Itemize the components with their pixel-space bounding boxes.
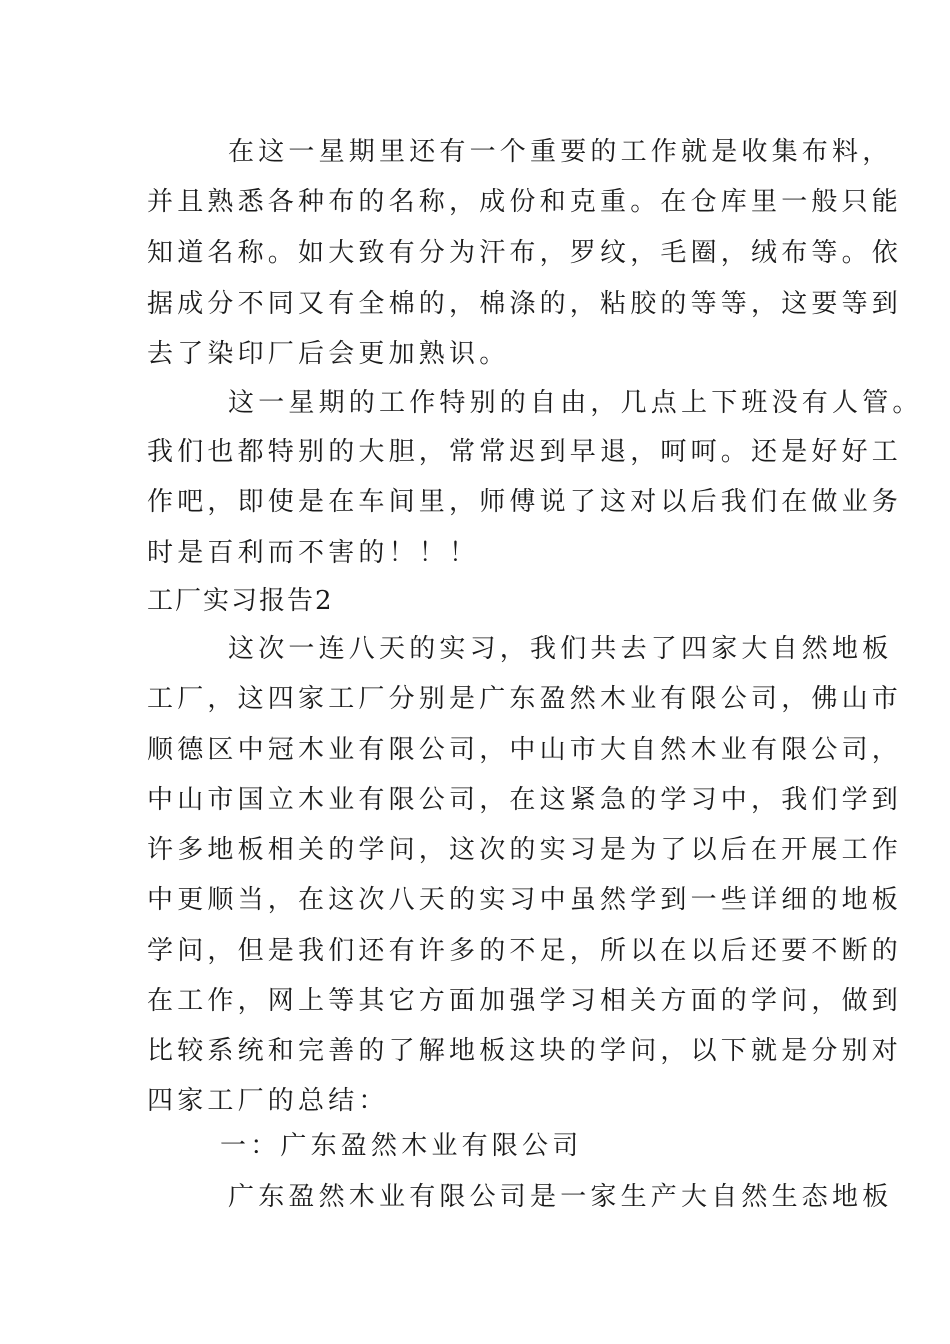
text-line: 中更顺当，在这次八天的实习中虽然学到一些详细的地板 (147, 885, 903, 915)
text-line: 我们也都特别的大胆，常常迟到早退，呵呵。还是好好工 (147, 437, 903, 467)
text-line: 并且熟悉各种布的名称，成份和克重。在仓库里一般只能 (147, 187, 903, 217)
text-line: 这一星期的工作特别的自由，几点上下班没有人管。 (228, 388, 923, 418)
text-line: 比较系统和完善的了解地板这块的学问，以下就是分别对 (147, 1036, 903, 1066)
text-line: 工厂，这四家工厂分别是广东盈然木业有限公司，佛山市 (147, 684, 903, 714)
text-line: 时是百利而不害的！！！ (147, 538, 480, 568)
text-line: 据成分不同又有全棉的，棉涤的，粘胶的等等，这要等到 (147, 289, 903, 319)
text-line: 广东盈然木业有限公司是一家生产大自然生态地板 (228, 1182, 893, 1212)
text-line: 在这一星期里还有一个重要的工作就是收集布料， (228, 137, 893, 167)
section-heading: 工厂实习报告2 (147, 586, 334, 616)
text-line: 作吧，即使是在车间里，师傅说了这对以后我们在做业务 (147, 487, 903, 517)
subsection-heading: 一：广东盈然木业有限公司 (220, 1131, 583, 1161)
text-line: 四家工厂的总结： (147, 1086, 389, 1116)
text-line: 中山市国立木业有限公司，在这紧急的学习中，我们学到 (147, 785, 903, 815)
text-line: 许多地板相关的学问，这次的实习是为了以后在开展工作 (147, 835, 903, 865)
text-line: 知道名称。如大致有分为汗布，罗纹，毛圈，绒布等。依 (147, 238, 903, 268)
text-line: 顺德区中冠木业有限公司，中山市大自然木业有限公司， (147, 735, 903, 765)
text-line: 在工作，网上等其它方面加强学习相关方面的学问，做到 (147, 986, 903, 1016)
text-line: 学问，但是我们还有许多的不足，所以在以后还要不断的 (147, 936, 903, 966)
text-line: 去了染印厂后会更加熟识。 (147, 339, 510, 369)
text-line: 这次一连八天的实习，我们共去了四家大自然地板 (228, 634, 893, 664)
